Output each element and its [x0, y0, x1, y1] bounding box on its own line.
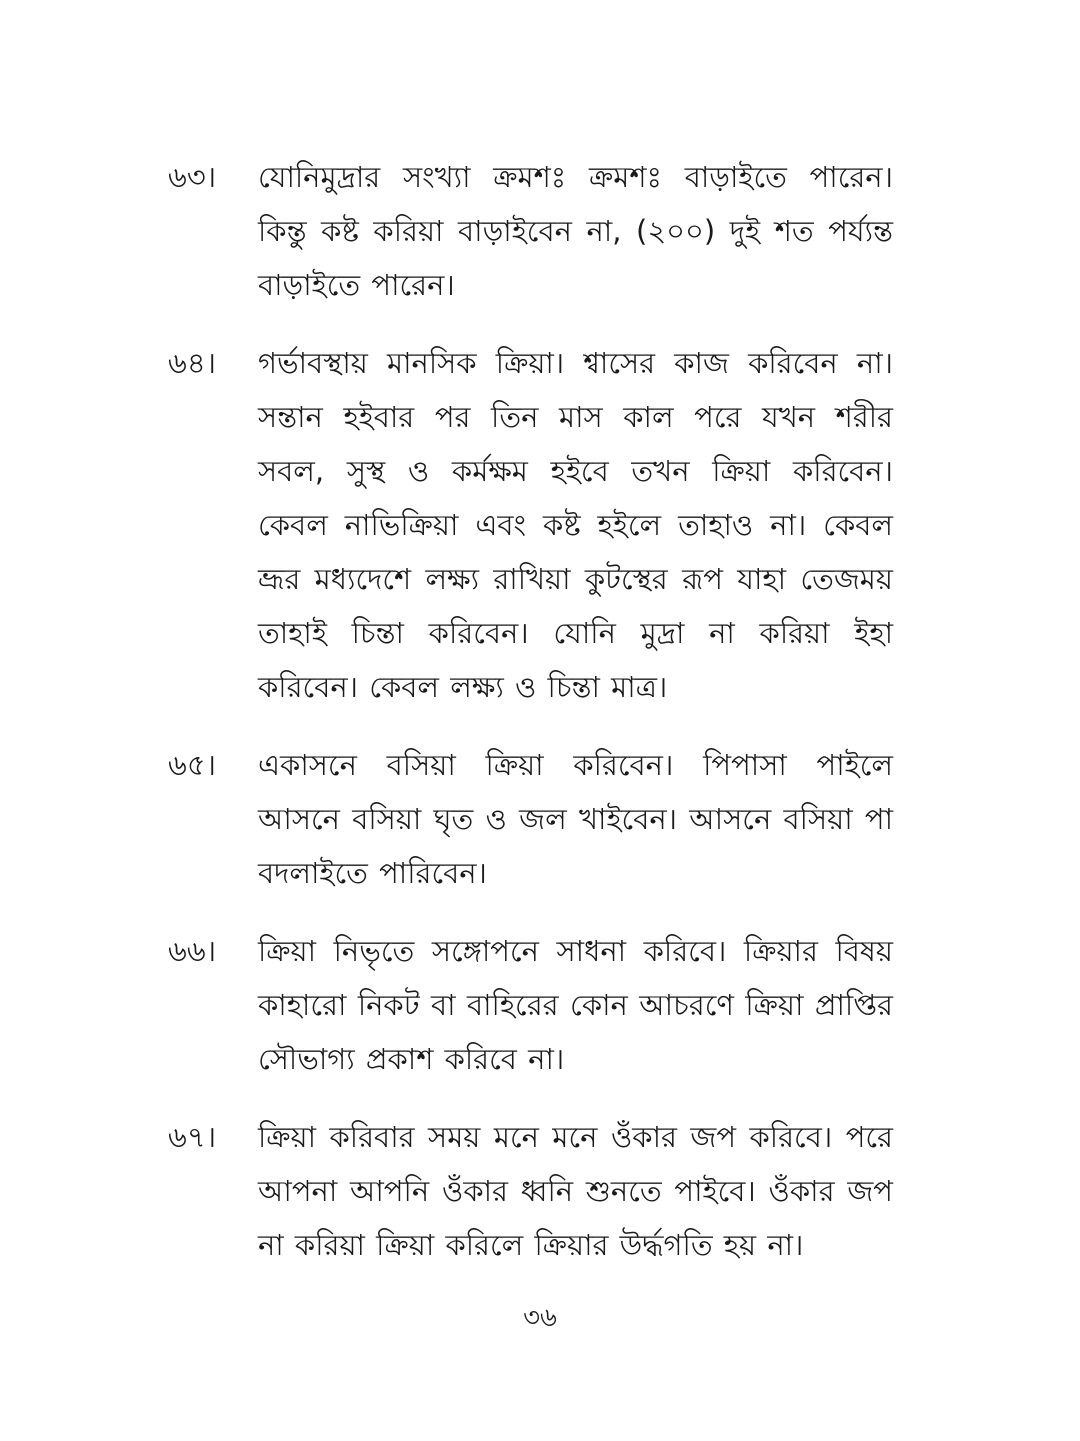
paragraph-number: ৬৭। — [168, 1120, 217, 1154]
paragraph-66 — [168, 924, 893, 1086]
numbered-paragraph-list — [168, 150, 893, 1296]
paragraph-63 — [168, 150, 893, 312]
paragraph-64 — [168, 336, 893, 714]
paragraph-number: ৬৫। — [168, 748, 217, 782]
paragraph-text: যোনিমুদ্রার সংখ্যা ক্রমশঃ ক্রমশঃ বাড়াইতে পারেন। কিন্তু কষ্ট করিয়া বাড়াইবেন না, (২০০) দুই শত পর্য্যন্ত বাড়াইতে পারেন। — [258, 160, 893, 302]
paragraph-number: ৬৬। — [168, 934, 217, 968]
paragraph-text: গর্ভাবস্থায় মানসিক ক্রিয়া। শ্বাসের কাজ করিবেন না। সন্তান হইবার পর তিন মাস কাল পরে যখন শরীর সবল, সুস্থ ও কর্মক্ষম হইবে তখন ক্রিয়া করিবেন। কেবল নাভিক্রিয়া এবং কষ্ট হইলে তাহাও না। কেবল ভ্রূর মধ্যদেশে লক্ষ্য রাখিয়া কুটস্থের রূপ যাহা তেজময় তাহাই চিন্তা করিবেন। যোনি মুদ্রা না করিয়া ইহা করিবেন। কেবল লক্ষ্য ও চিন্তা মাত্র। — [258, 346, 893, 704]
paragraph-number: ৬৪। — [168, 346, 217, 380]
paragraph-text: একাসনে বসিয়া ক্রিয়া করিবেন। পিপাসা পাইলে আসনে বসিয়া ঘৃত ও জল খাইবেন। আসনে বসিয়া পা বদলাইতে পারিবেন। — [258, 748, 893, 890]
paragraph-number: ৬৩। — [168, 160, 217, 194]
paragraph-text: ক্রিয়া করিবার সময় মনে মনে ওঁকার জপ করিবে। পরে আপনা আপনি ওঁকার ধ্বনি শুনতে পাইবে। ওঁকার জপ না করিয়া ক্রিয়া করিলে ক্রিয়ার উর্দ্ধগতি হয় না। — [258, 1120, 893, 1262]
paragraph-text: ক্রিয়া নিভৃতে সঙ্গোপনে সাধনা করিবে। ক্রিয়ার বিষয় কাহারো নিকট বা বাহিরের কোন আচরণে ক্রিয়া প্রাপ্তির সৌভাগ্য প্রকাশ করিবে না। — [258, 934, 893, 1076]
paragraph-65 — [168, 738, 893, 900]
page-number: ৩৬ — [523, 1303, 557, 1333]
paragraph-67 — [168, 1110, 893, 1272]
